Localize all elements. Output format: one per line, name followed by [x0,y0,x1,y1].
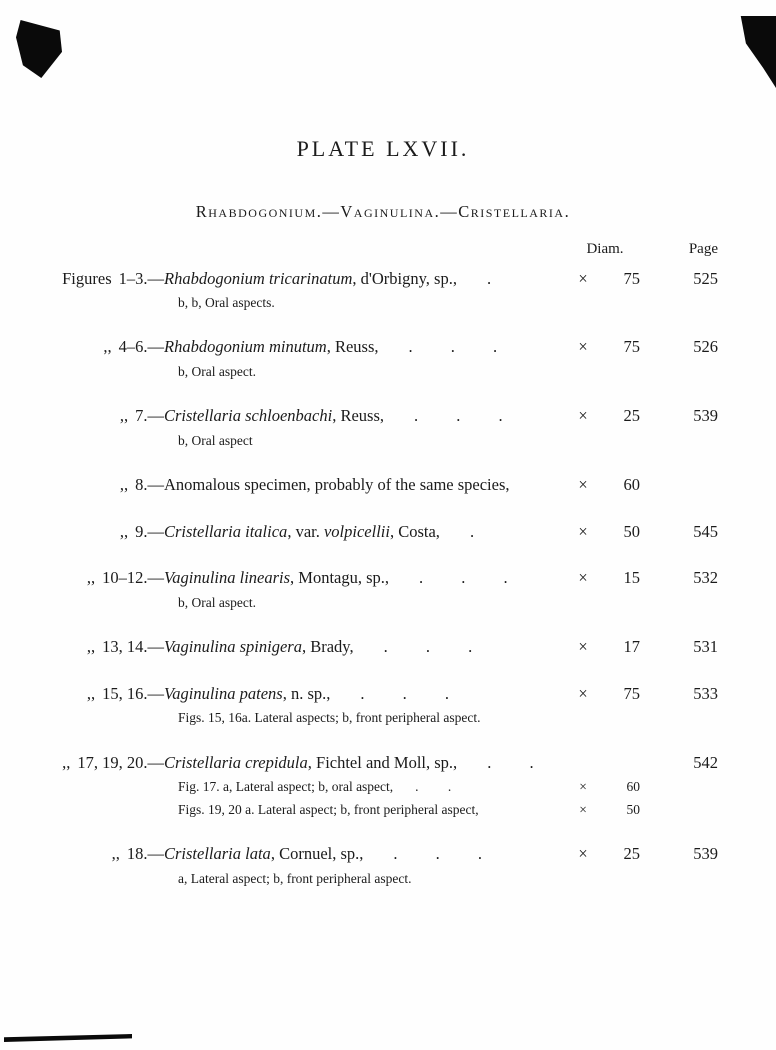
multiplication-sign: × [578,568,588,588]
entry-title-text: , Reuss, [332,406,384,426]
entry-prefix: ,, [119,475,129,495]
entry-main-line [48,474,718,495]
species-name-italic: Vaginulina patens [164,683,283,703]
entry-main-line [48,843,718,864]
entry-prefix: ,, [86,637,96,657]
multiplication-sign: × [578,521,588,541]
diam-value: 75 [623,683,640,703]
diam-value: 15 [623,568,640,588]
entry-left [48,268,164,289]
species-name-italic: Cristellaria italica [164,521,288,541]
diam-value: 25 [623,406,640,426]
figure-entry [48,752,718,819]
diam-value: 75 [623,268,640,288]
multiplication-sign: × [578,844,588,864]
entry-main-line [48,268,718,289]
entry-subcaption [48,594,718,612]
species-name-italic: Vaginulina spinigera [164,637,302,657]
entry-title-text: , Montagu, sp., [290,568,390,588]
entry-title-text: Anomalous specimen, probably of the same species, [164,475,510,495]
multiplication-sign: × [578,337,588,357]
entry-title [164,683,570,704]
page-ref: 525 [693,268,718,288]
leader-dots: . . [487,752,534,772]
entry-left [48,683,164,704]
entry-figure-numbers: 15, 16.— [102,683,164,703]
plate-subtitle: Rhabdogonium.—Vaginulina.—Cristellaria. [195,202,571,221]
figure-entry [48,683,718,727]
leader-dots: . [469,521,475,541]
subcaption-text: b, Oral aspect. [178,363,256,379]
entry-left [48,843,164,864]
entry-prefix: Figures [62,268,112,288]
leader-dots: . [486,268,492,288]
leader-dots: . . . [408,337,498,357]
entry-subcaption [48,709,718,727]
entry-subcaption [48,801,718,819]
diam-value: 60 [626,779,640,795]
entry-left [48,474,164,495]
entry-figure-numbers: 10–12.— [102,568,164,588]
figure-entry [48,405,718,449]
subcaption-text [164,778,570,796]
entry-prefix: ,, [119,521,129,541]
entry-main-line [48,567,718,588]
plate-title: PLATE LXVII. [296,136,470,161]
entry-title [164,268,570,289]
diam-value: 17 [623,637,640,657]
entry-title [164,752,570,773]
subcaption-text [164,801,570,819]
diam-value: 50 [626,801,640,817]
figure-entry [48,636,718,657]
entry-title-text: , Brady, [301,637,354,657]
species-name-italic: Vaginulina linearis [164,568,291,588]
entry-title-text: , d'Orbigny, sp., [352,268,457,288]
entry-prefix: ,, [62,752,71,772]
entry-main-line [48,405,718,426]
figure-entry [48,567,718,611]
subcaption-text: Figs. 15, 16a. Lateral aspects; b, front peripheral aspect. [178,710,481,726]
subcaption-text: b, Oral aspect [178,432,253,448]
multiplication-sign: × [579,801,587,817]
entry-left [48,752,164,773]
species-name-italic: Cristellaria schloenbachi [164,406,333,426]
entry-figure-numbers: 4–6.— [118,337,164,357]
entry-prefix: ,, [86,683,96,703]
scan-artifact-top-right [733,16,776,88]
page-ref: 531 [693,637,718,657]
diam-value: 50 [623,521,640,541]
entry-prefix: ,, [86,568,96,588]
multiplication-sign: × [578,637,588,657]
leader-dots: . . . [419,568,508,588]
entry-main-line [48,521,718,542]
entry-left [48,567,164,588]
subcaption-line: Figs. 19, 20 a. Lateral aspect; b, front peripheral aspect, [178,801,479,817]
entry-prefix: ,, [119,406,129,426]
entry-main-line [48,336,718,357]
entry-figure-numbers: 17, 19, 20.— [77,752,164,772]
diam-column-header: Diam. [586,241,624,257]
multiplication-sign: × [578,475,588,495]
page-ref: 542 [693,752,718,772]
entry-title [164,636,570,657]
leader-dots: . . . [393,844,483,864]
entry-left [48,636,164,657]
species-name-italic: Rhabdogonium tricarinatum [164,268,353,288]
entry-title [164,521,570,542]
plate-description [48,0,718,912]
entry-title-text: , Cornuel, sp., [270,844,364,864]
page-ref: 532 [693,568,718,588]
entry-figure-numbers: 18.— [126,844,164,864]
figure-entry [48,843,718,887]
species-name-italic: Cristellaria lata [164,844,271,864]
column-headers [48,240,718,260]
multiplication-sign: × [578,406,588,426]
entry-figure-numbers: 1–3.— [118,268,164,288]
figure-entry [48,521,718,542]
entry-left [48,405,164,426]
multiplication-sign: × [579,779,587,795]
entry-figure-numbers: 7.— [135,406,164,426]
subcaption-line: Fig. 17. a, Lateral aspect; b, oral aspect, [178,779,394,795]
entry-title [164,405,570,426]
leader-dots: . . . [414,406,503,426]
leader-dots: . . . [360,683,450,703]
entry-title-text: , Reuss, [326,337,379,357]
figure-entry [48,474,718,495]
entry-prefix: ,, [103,337,112,357]
entry-title [164,336,570,357]
entry-main-line [48,683,718,704]
entry-main-line [48,636,718,657]
species-name-italic: Rhabdogonium minutum [164,337,327,357]
entry-title [164,474,570,495]
entry-subcaption [48,870,718,888]
subcaption-text: a, Lateral aspect; b, front peripheral aspect. [178,870,412,886]
entry-subcaption [48,363,718,381]
entry-subcaption [48,778,718,796]
page-ref: 545 [693,521,718,541]
entry-figure-numbers: 8.— [135,475,164,495]
variety-name-italic: volpicellii [323,521,390,541]
multiplication-sign: × [578,268,588,288]
entry-title-text: , n. sp., [282,683,331,703]
entry-title [164,843,570,864]
entry-main-line [48,752,718,773]
entry-left [48,521,164,542]
entry-figure-numbers: 13, 14.— [102,637,164,657]
page-ref: 533 [693,683,718,703]
entry-title [164,567,570,588]
diam-value: 60 [623,475,640,495]
subcaption-text: b, b, Oral aspects. [178,294,275,310]
subcaption-text: b, Oral aspect. [178,594,256,610]
leader-dots: . . [415,779,452,795]
leader-dots: . . . [383,637,473,657]
entry-title-text: , Fichtel and Moll, sp., [307,752,458,772]
page-column-header: Page [688,241,718,257]
diam-value: 25 [623,844,640,864]
scan-artifact-bottom-left [4,1034,132,1042]
page-ref: 539 [693,406,718,426]
entry-title-text: , Costa, [389,521,440,541]
figure-entry [48,268,718,312]
diam-value: 75 [623,337,640,357]
page-ref: 526 [693,337,718,357]
page-ref: 539 [693,844,718,864]
entry-title-text: , var. [287,521,324,541]
entry-prefix: ,, [111,844,120,864]
entry-subcaption [48,294,718,312]
entry-figure-numbers: 9.— [135,521,164,541]
entry-subcaption [48,432,718,450]
figure-entry [48,336,718,380]
multiplication-sign: × [578,683,588,703]
entry-left [48,336,164,357]
species-name-italic: Cristellaria crepidula [164,752,308,772]
